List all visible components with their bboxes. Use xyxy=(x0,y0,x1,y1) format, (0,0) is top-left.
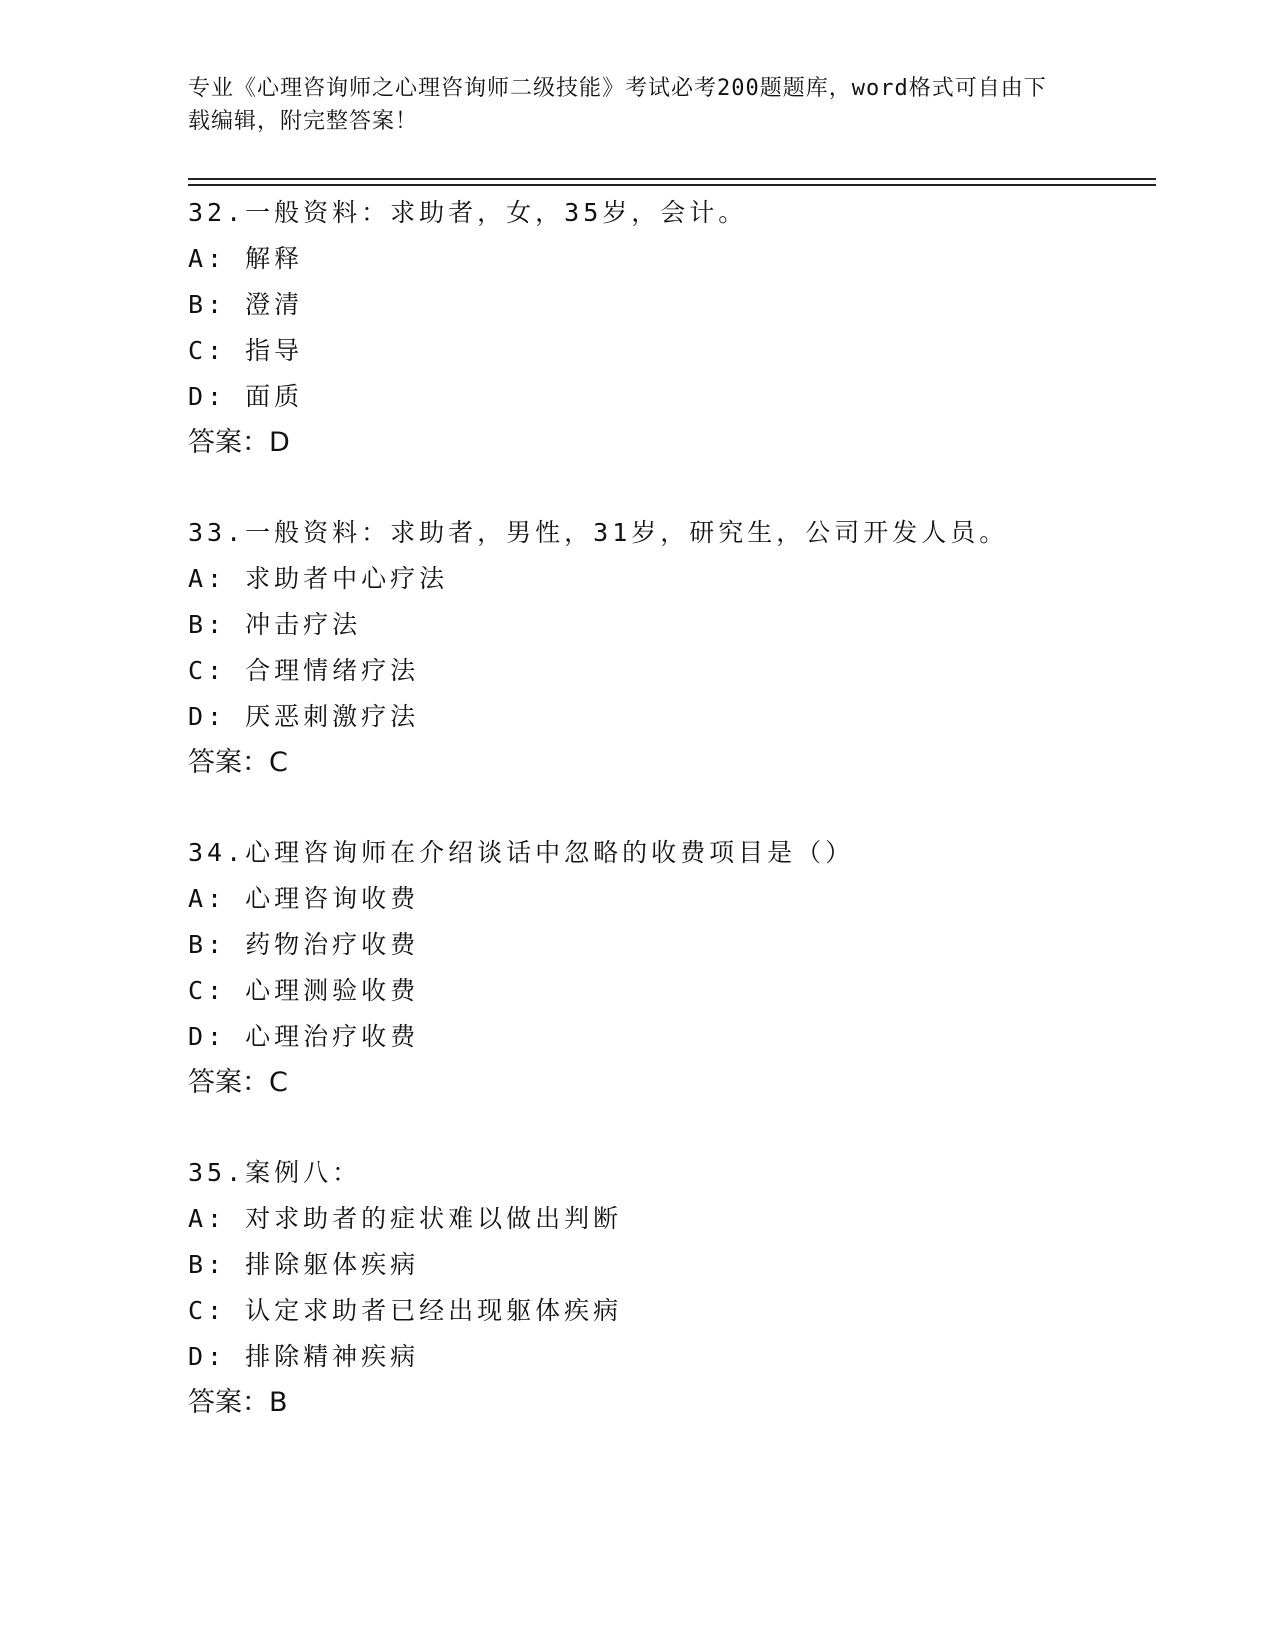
option-c: C: 心理测验收费 xyxy=(188,976,420,1005)
question-stem: 32.一般资料：求助者，女，35岁，会计。 xyxy=(188,198,748,227)
option-c: C: 指导 xyxy=(188,336,304,365)
option-d: D: 排除精神疾病 xyxy=(188,1342,420,1371)
answer-line: 答案：B xyxy=(188,1387,288,1418)
option-a: A: 求助者中心疗法 xyxy=(188,564,449,593)
question-34 xyxy=(188,830,1156,1106)
answer-line: 答案：C xyxy=(188,1067,288,1098)
question-list xyxy=(188,190,1156,1470)
question-stem: 35.案例八： xyxy=(188,1158,362,1187)
question-stem: 33.一般资料：求助者，男性，31岁，研究生，公司开发人员。 xyxy=(188,518,1009,547)
answer-line: 答案：C xyxy=(188,747,288,778)
header-rule-bottom xyxy=(188,184,1156,186)
option-b: B: 排除躯体疾病 xyxy=(188,1250,420,1279)
option-d: D: 面质 xyxy=(188,382,304,411)
question-stem: 34.心理咨询师在介绍谈话中忽略的收费项目是（） xyxy=(188,838,855,867)
document-intro: 专业《心理咨询师之心理咨询师二级技能》考试必考200题题库，word格式可自由下载编辑，附完整答案！ xyxy=(188,76,1047,134)
option-d: D: 心理治疗收费 xyxy=(188,1022,420,1051)
option-b: B: 冲击疗法 xyxy=(188,610,362,639)
option-b: B: 药物治疗收费 xyxy=(188,930,420,959)
option-a: A: 对求助者的症状难以做出判断 xyxy=(188,1204,623,1233)
option-a: A: 心理咨询收费 xyxy=(188,884,420,913)
question-33 xyxy=(188,510,1156,786)
header-rule-top xyxy=(188,178,1156,180)
option-a: A: 解释 xyxy=(188,244,304,273)
option-d: D: 厌恶刺激疗法 xyxy=(188,702,420,731)
question-32 xyxy=(188,190,1156,466)
option-c: C: 认定求助者已经出现躯体疾病 xyxy=(188,1296,623,1325)
answer-line: 答案：D xyxy=(188,427,290,458)
question-35 xyxy=(188,1150,1156,1426)
option-c: C: 合理情绪疗法 xyxy=(188,656,420,685)
option-b: B: 澄清 xyxy=(188,290,304,319)
